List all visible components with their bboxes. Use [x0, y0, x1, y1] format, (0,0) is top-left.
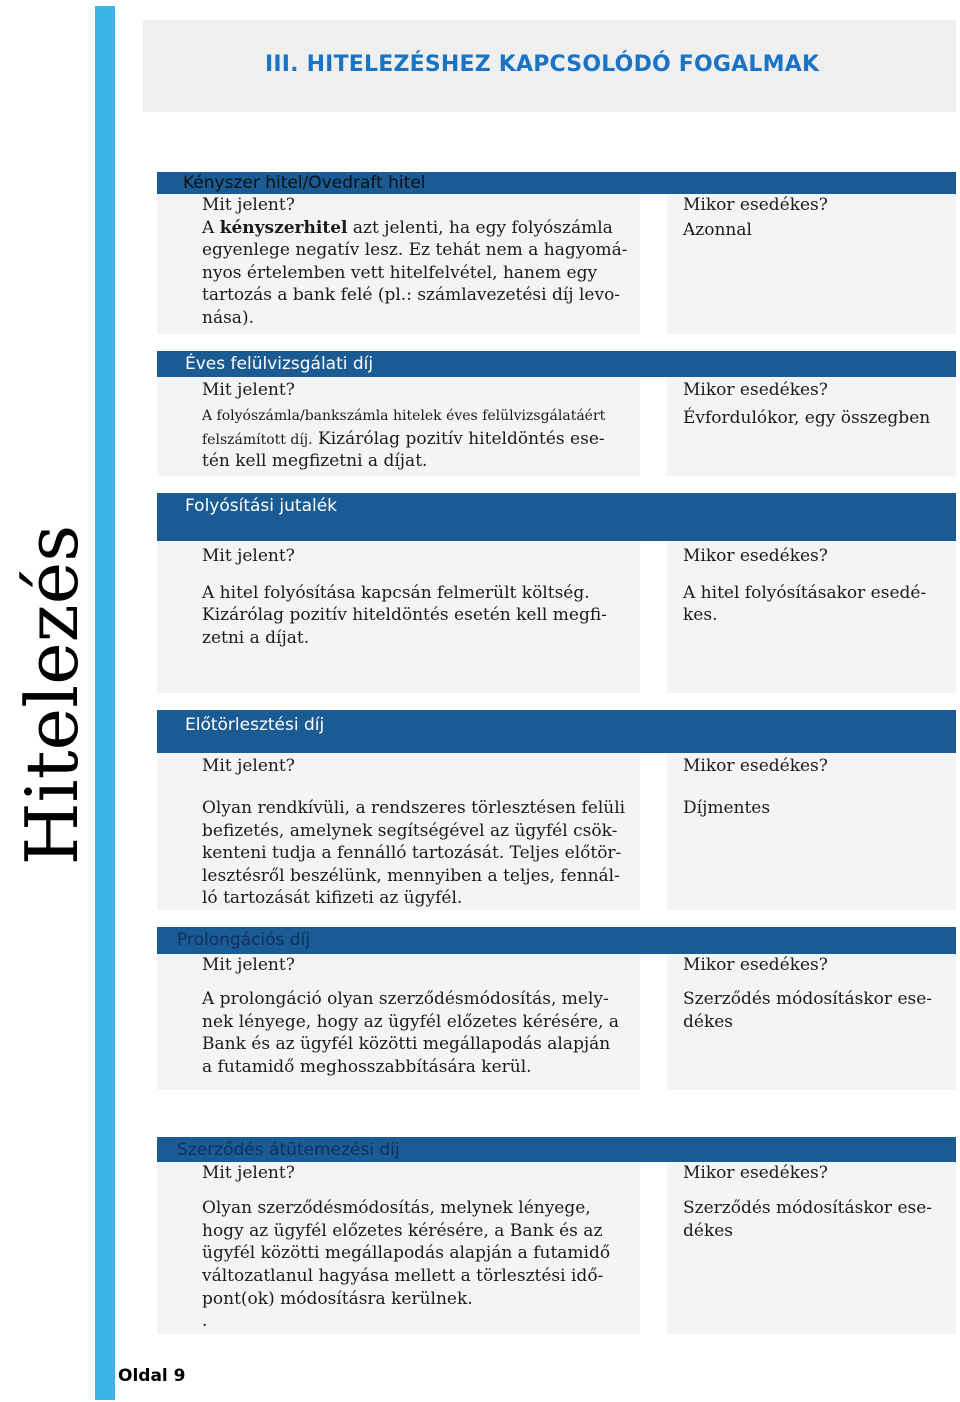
when-cell [667, 1162, 956, 1334]
when-label: Mikor esedékes? [683, 195, 828, 215]
description-line: egyenlege negatív lesz. Ez tehát nem a hagyomá- [202, 240, 628, 260]
due-line: dékes [683, 1012, 734, 1032]
section-elotorlesztesi-dij [157, 710, 956, 910]
description-line: nása). [202, 308, 254, 328]
when-label: Mikor esedékes? [683, 756, 828, 776]
section-prolongacios-dij [157, 927, 956, 1090]
what-label: Mit jelent? [202, 546, 295, 566]
description-line: . [202, 1311, 208, 1331]
section-eves-felulvizsgalati-dij [157, 351, 956, 476]
description-line: tén kell megfizetni a díjat. [202, 451, 428, 471]
what-label: Mit jelent? [202, 1163, 295, 1183]
description-line: A kényszerhitel azt jelenti, ha egy folyószámla [202, 218, 613, 238]
due-line: A hitel folyósításakor esedé- [683, 583, 927, 603]
description-line: nyos értelemben vett hitelfelvétel, hanem egy [202, 263, 598, 283]
description-line: Kizárólag pozitív hiteldöntés esetén kell megfi- [202, 605, 607, 625]
due-line: Szerződés módosításkor ese- [683, 1198, 933, 1218]
description-line: lesztésről beszélünk, mennyiben a teljes, fennál- [202, 866, 620, 886]
due-line: kes. [683, 605, 718, 625]
section-kenyszer-hitel [157, 172, 956, 334]
description-line: hogy az ügyfél előzetes kérésére, a Bank és az [202, 1221, 603, 1241]
section-folyositasi-jutalek [157, 493, 956, 693]
description-line: A folyószámla/bankszámla hitelek éves felülvizsgálatáért [202, 408, 606, 424]
section-title: Előtörlesztési díj [157, 710, 956, 753]
page-title: III. HITELEZÉSHEZ KAPCSOLÓDÓ FOGALMAK [265, 52, 820, 77]
description-line: a futamidő meghosszabbítására kerül. [202, 1057, 532, 1077]
due-line: Évfordulókor, egy összegben [683, 408, 931, 428]
description-line: pont(ok) módosításra kerülnek. [202, 1289, 473, 1309]
what-label: Mit jelent? [202, 756, 295, 776]
sidebar-accent-bar [95, 6, 115, 1400]
due-line: dékes [683, 1221, 734, 1241]
section-title: Éves felülvizsgálati díj [157, 351, 956, 377]
sidebar-vertical-title: Hitelezés [10, 524, 94, 866]
when-label: Mikor esedékes? [683, 1163, 828, 1183]
description-line: Bank és az ügyfél közötti megállapodás alapján [202, 1034, 611, 1054]
description-line: változatlanul hagyása mellett a törlesztési idő- [202, 1266, 604, 1286]
description-line: Olyan rendkívüli, a rendszeres törlesztésen felüli [202, 798, 626, 818]
due-line: Azonnal [683, 220, 752, 240]
when-label: Mikor esedékes? [683, 546, 828, 566]
when-label: Mikor esedékes? [683, 380, 828, 400]
description-line: A prolongáció olyan szerződésmódosítás, mely- [202, 989, 609, 1009]
what-label: Mit jelent? [202, 380, 295, 400]
what-label: Mit jelent? [202, 195, 295, 215]
description-line: ló tartozását kifizeti az ügyfél. [202, 888, 463, 908]
description-line: ügyfél közötti megállapodás alapján a futamidő [202, 1243, 611, 1263]
description-line: nek lényege, hogy az ügyfél előzetes kérésére, a [202, 1012, 620, 1032]
description-line: kenteni tudja a fennálló tartozását. Teljes előtör- [202, 843, 622, 863]
description-line: felszámított díj. Kizárólag pozitív hiteldöntés ese- [202, 429, 605, 449]
section-title: Szerződés átütemezési díj [157, 1137, 956, 1162]
description-line: Olyan szerződésmódosítás, melynek lényege, [202, 1198, 591, 1218]
description-line: zetni a díjat. [202, 628, 310, 648]
what-label: Mit jelent? [202, 955, 295, 975]
section-title: Prolongációs díj [157, 927, 956, 954]
when-label: Mikor esedékes? [683, 955, 828, 975]
due-line: Szerződés módosításkor ese- [683, 989, 933, 1009]
section-szerzodes-atutemezesi-dij [157, 1137, 956, 1334]
due-line: Díjmentes [683, 798, 771, 818]
section-title: Kényszer hitel/Ovedraft hitel [157, 172, 956, 194]
description-line: A hitel folyósítása kapcsán felmerült költség. [202, 583, 590, 603]
description-line: befizetés, amelynek segítségével az ügyfél csök- [202, 821, 618, 841]
section-title: Folyósítási jutalék [157, 493, 956, 541]
page-number: Oldal 9 [118, 1366, 186, 1386]
description-line: tartozás a bank felé (pl.: számlavezetési díj levo- [202, 285, 621, 305]
